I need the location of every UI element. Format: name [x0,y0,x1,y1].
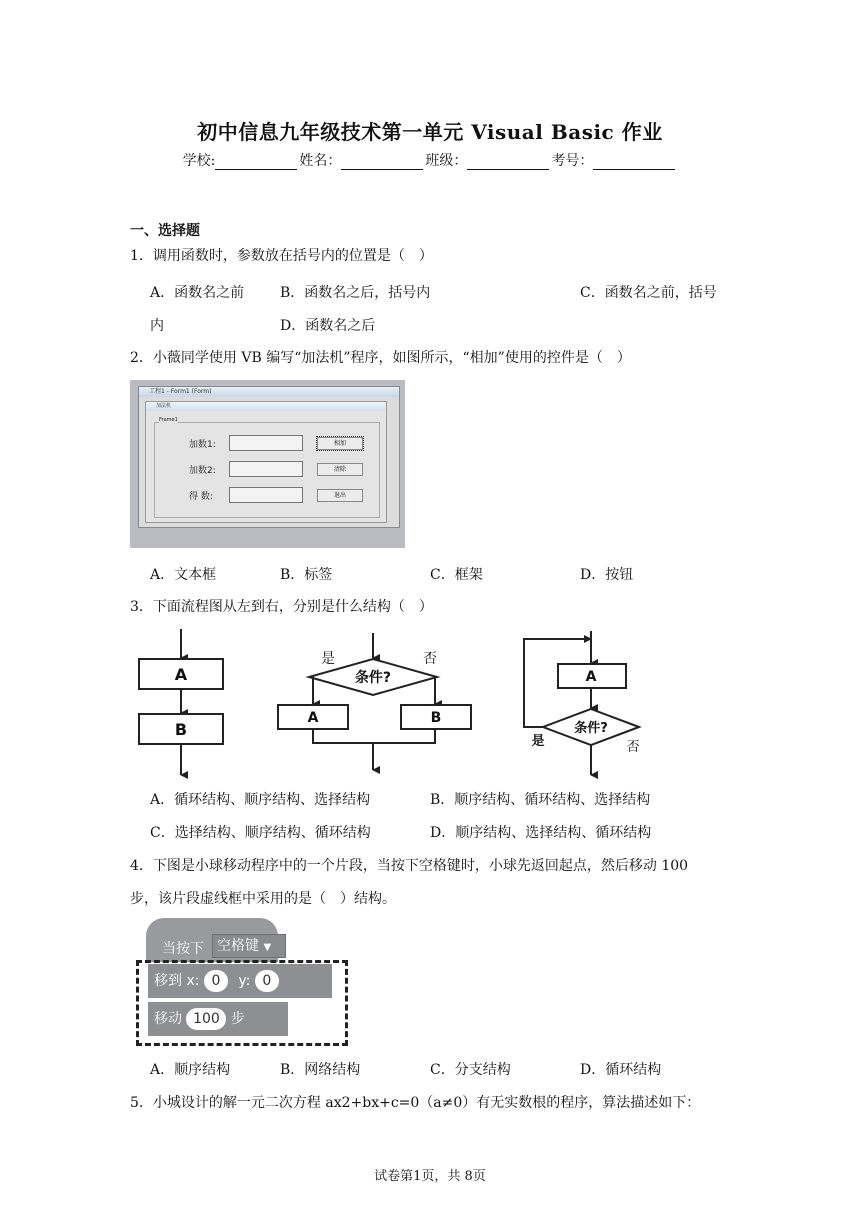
scratch-key-text: 空格键 [217,938,259,954]
vb-ide-window [138,386,400,528]
q3-option-c: C．选择结构、顺序结构、循环结构 [150,825,371,841]
class-blank [467,155,549,170]
vb-label-addend1: 加数1: [189,440,216,450]
vb-outer-title: 工程1 - Form1 (Form) [139,387,399,397]
question-1-stem: 1．调用函数时，参数放在括号内的位置是（ ） [130,248,433,264]
vb-frame-label: Frame1 [159,417,178,423]
scratch-key-dropdown [212,934,286,958]
question-2-stem: 2．小薇同学使用 VB 编写“加法机”程序，如图所示，“相加”使用的控件是（ ） [130,350,631,366]
student-info-line [0,150,860,170]
name-label: 姓名： [299,153,342,169]
page-footer: 试卷第1页，共 8页 [374,1169,486,1184]
sel-no-label: 否 [423,651,437,667]
q4-option-b: B．网络结构 [280,1062,361,1078]
chevron-down-icon: ▼ [263,942,272,953]
vb-clear-button: 清除 [317,463,363,476]
q4-option-a: A．顺序结构 [150,1062,231,1078]
vb-label-addend2: 加数2: [189,466,216,476]
q2-option-b: B．标签 [280,567,333,583]
vb-label-result: 得 数: [189,492,213,502]
q4-option-d: D．循环结构 [580,1062,662,1078]
question-4-stem-line2: 步，该片段虚线框中采用的是（ ）结构。 [130,891,396,907]
loop-yes-label: 是 [531,734,545,749]
q1-option-b: B．函数名之后，括号内 [280,285,431,301]
q1-option-c: C．函数名之前，括号 [580,285,717,301]
sel-yes-label: 是 [321,651,335,667]
vb-frame [154,417,380,518]
sel-box-a: A [307,710,319,726]
scratch-steps-input: 100 [186,1008,226,1030]
scratch-hat-text: 当按下 [162,941,204,957]
class-label: 班级： [425,153,468,169]
vb-exit-button: 退出 [317,489,363,502]
q1-option-d: D．函数名之后 [280,318,376,334]
scratch-code-block [136,918,348,1044]
scratch-x-input: 0 [204,970,228,992]
vb-form-photo [130,380,405,548]
dashed-selection-box [136,960,348,1046]
vb-textbox-1 [229,435,303,451]
question-4-stem-line1: 4．下图是小球移动程序中的一个片段，当按下空格键时，小球先返回起点，然后移动 100 [130,858,689,874]
sel-box-b: B [430,710,442,726]
q3-option-a: A．循环结构、顺序结构、选择结构 [150,792,371,808]
loop-box-a: A [585,669,597,685]
sel-condition: 条件? [354,670,392,686]
vb-textbox-3 [229,487,303,503]
scratch-y-input: 0 [255,970,279,992]
scratch-y-label: y: [238,973,251,989]
question-3-stem: 3．下面流程图从左到右，分别是什么结构（ ） [130,599,433,615]
vb-add-button: 相加 [317,437,363,450]
q3-option-b: B．顺序结构、循环结构、选择结构 [430,792,651,808]
q4-option-c: C．分支结构 [430,1062,511,1078]
q2-option-c: C．框架 [430,567,483,583]
name-blank [341,155,423,170]
seq-box-b: B [174,720,188,739]
school-blank [215,155,297,170]
vb-textbox-2 [229,461,303,477]
school-label: 学校: [182,153,216,169]
id-label: 考号： [551,153,594,169]
loop-condition: 条件? [574,721,608,736]
q1-option-a: A．函数名之前 [150,285,245,301]
page-title: 初中信息九年级技术第一单元 Visual Basic 作业 [197,120,663,144]
question-5-stem: 5．小城设计的解一元二次方程 ax2+bx+c=0（a≠0）有无实数根的程序，算法描述如下： [130,1095,701,1111]
q2-option-a: A．文本框 [150,567,217,583]
seq-box-a: A [174,665,188,684]
section-title: 一、选择题 [130,223,200,239]
vb-inner-title: 加法机 [146,402,386,411]
q2-option-d: D．按钮 [580,567,634,583]
id-blank [593,155,675,170]
vb-form-window [145,401,387,523]
scratch-goto-text: 移到 x: [154,973,200,989]
loop-no-label: 否 [626,740,640,755]
q3-option-d: D．顺序结构、选择结构、循环结构 [430,825,652,841]
scratch-move-text: 移动 [154,1011,182,1027]
scratch-steps-unit: 步 [230,1011,245,1027]
flowchart-figure [130,625,650,780]
q1-option-c-cont: 内 [150,318,164,334]
